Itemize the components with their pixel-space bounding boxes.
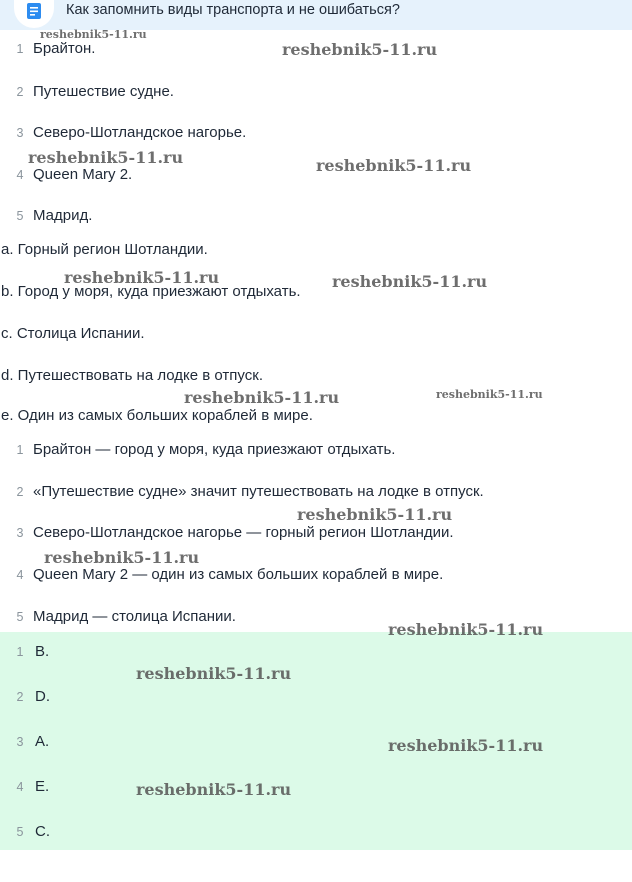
item-text: Мадрид.: [33, 207, 93, 224]
item-number: 2: [16, 85, 24, 99]
definition-item: d. Путешествовать на лодке в отпуск.: [1, 367, 263, 384]
item-text: «Путешествие судне» значит путешествовать на лодке в отпуск.: [33, 483, 484, 500]
item-number: 1: [16, 645, 24, 659]
watermark: reshebnik5-11.ru: [40, 28, 147, 41]
watermark: reshebnik5-11.ru: [297, 505, 453, 524]
watermark: reshebnik5-11.ru: [28, 148, 184, 167]
item-text: Северо-Шотландское нагорье — горный регион Шотландии.: [33, 524, 454, 541]
item-number: 1: [16, 42, 24, 56]
item-number: 5: [16, 209, 24, 223]
answer-text: B.: [35, 643, 50, 660]
item-text: Брайтон — город у моря, куда приезжают отдыхать.: [33, 441, 396, 458]
watermark: reshebnik5-11.ru: [332, 272, 488, 291]
answer-text: D.: [35, 688, 50, 705]
item-number: 3: [16, 126, 24, 140]
item-text: Северо-Шотландское нагорье.: [33, 124, 247, 141]
book-icon: [26, 2, 42, 20]
definition-item: b. Город у моря, куда приезжают отдыхать.: [1, 283, 301, 300]
hint-title[interactable]: Как запомнить виды транспорта и не ошибаться?: [66, 2, 400, 18]
watermark: reshebnik5-11.ru: [136, 664, 292, 683]
watermark: reshebnik5-11.ru: [436, 388, 543, 401]
watermark: reshebnik5-11.ru: [388, 736, 544, 755]
watermark: reshebnik5-11.ru: [44, 548, 200, 567]
item-number: 4: [16, 568, 24, 582]
definition-item: c. Столица Испании.: [1, 325, 145, 342]
item-number: 2: [16, 690, 24, 704]
item-text: Путешествие судне.: [33, 83, 174, 100]
item-text: Мадрид — столица Испании.: [33, 608, 236, 625]
definition-item: a. Горный регион Шотландии.: [1, 241, 208, 258]
item-text: Queen Mary 2.: [33, 166, 133, 183]
item-number: 3: [16, 526, 24, 540]
watermark: reshebnik5-11.ru: [282, 40, 438, 59]
hint-header: [0, 0, 632, 30]
hint-icon-badge[interactable]: [14, 0, 54, 28]
watermark: reshebnik5-11.ru: [388, 620, 544, 639]
watermark: reshebnik5-11.ru: [136, 780, 292, 799]
item-number: 5: [16, 825, 24, 839]
item-number: 4: [16, 168, 24, 182]
item-number: 4: [16, 780, 24, 794]
definition-item: e. Один из самых больших кораблей в мире.: [1, 407, 313, 424]
watermark: reshebnik5-11.ru: [184, 388, 340, 407]
watermark: reshebnik5-11.ru: [316, 156, 472, 175]
item-number: 2: [16, 485, 24, 499]
watermark: reshebnik5-11.ru: [64, 268, 220, 287]
answer-text: A.: [35, 733, 50, 750]
item-text: Брайтон.: [33, 40, 96, 57]
item-number: 1: [16, 443, 24, 457]
answer-text: C.: [35, 823, 50, 840]
item-text: Queen Mary 2 — один из самых больших кораблей в мире.: [33, 566, 444, 583]
item-number: 5: [16, 610, 24, 624]
answer-text: E.: [35, 778, 50, 795]
item-number: 3: [16, 735, 24, 749]
